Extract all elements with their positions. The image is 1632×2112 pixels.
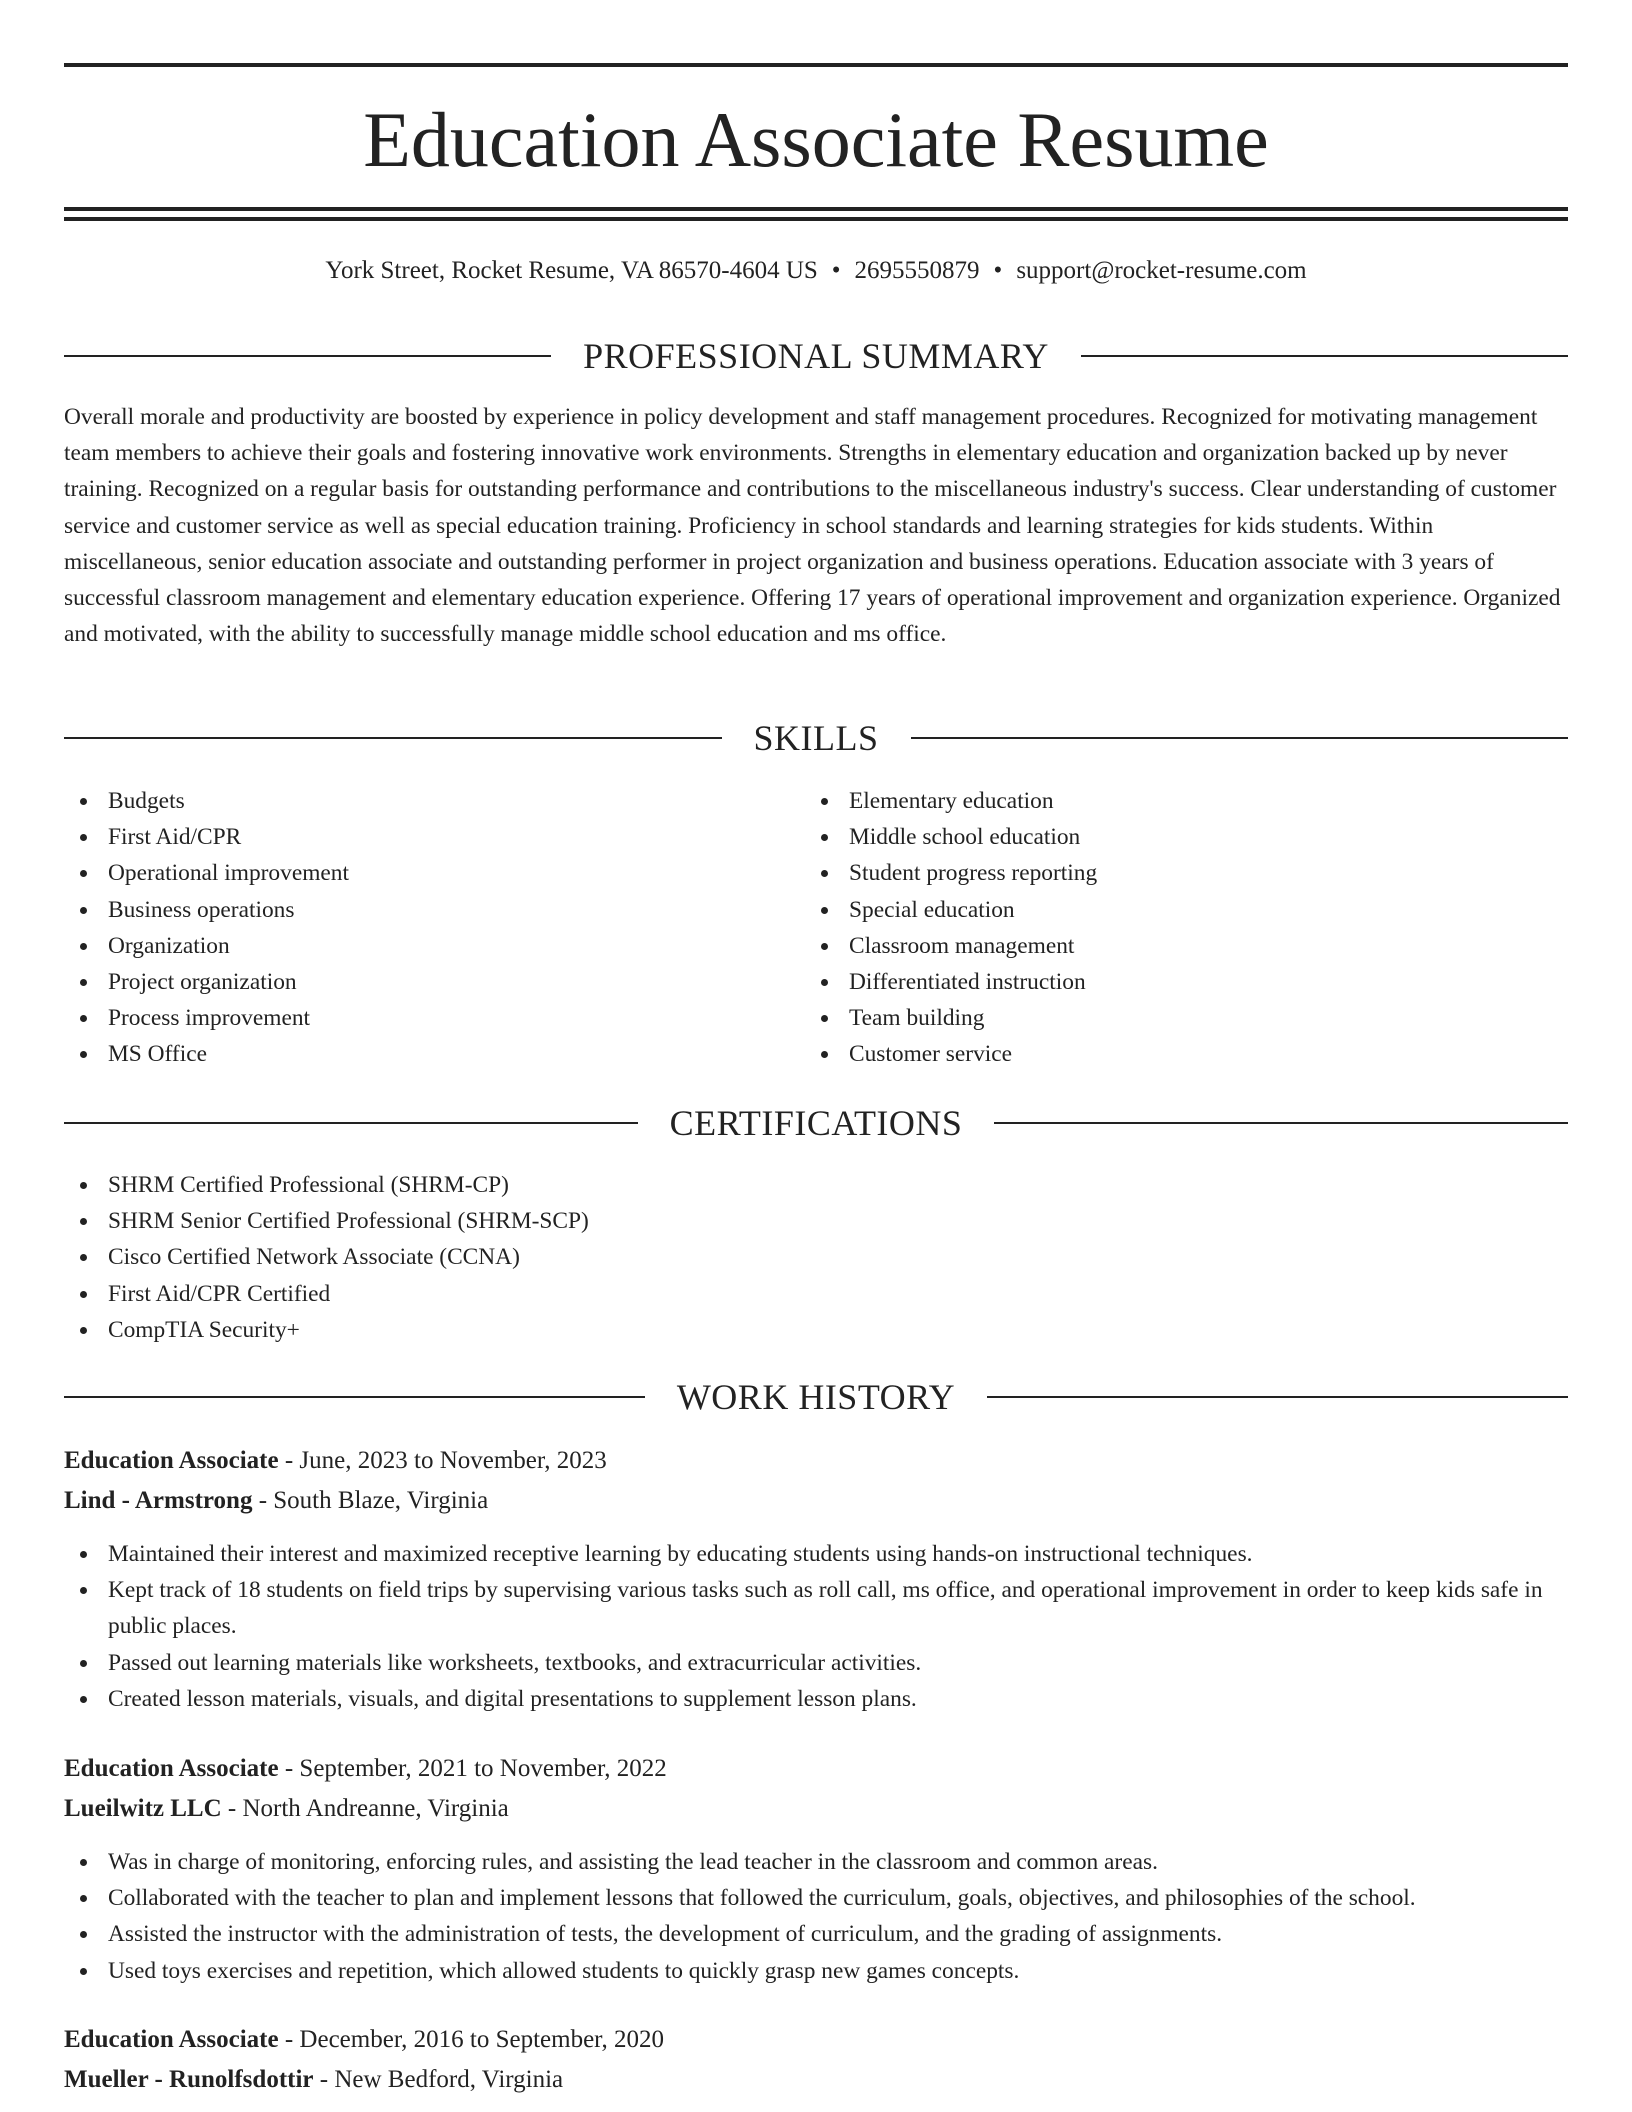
job-bullet-list [64,1844,1568,1989]
skills-list-left [64,783,764,1073]
divider-line [987,1396,1568,1398]
job-title: Education Associate [64,1755,279,1782]
skill-item: Special education [805,892,1505,928]
skill-item: Business operations [64,892,764,928]
skills-list-right [805,783,1505,1073]
contact-separator: • [831,257,841,284]
job-bullet: Kept track of 18 students on field trips by supervising various tasks such as roll call, ms office, and operational improvement in order to keep kids safe in public places. [64,1572,1568,1644]
job-location: - North Andreanne, Virginia [221,1795,509,1822]
contact-separator: • [993,257,1003,284]
skill-item: Elementary education [805,783,1505,819]
section-title: SKILLS [753,718,879,758]
job-company-line [64,1483,1568,1519]
skill-item: Process improvement [64,1000,764,1036]
header-top-rule [64,63,1568,67]
certification-item: SHRM Senior Certified Professional (SHRM-SCP) [64,1203,1064,1239]
job-bullet: Assisted the instructor with the administration of tests, the development of curriculum, and the grading of assignments. [64,1916,1568,1952]
job-bullet-list [64,1536,1568,1717]
skill-item: First Aid/CPR [64,819,764,855]
contact-address: York Street, Rocket Resume, VA 86570-4604 US [325,257,818,284]
skill-item: Student progress reporting [805,855,1505,891]
divider-line [64,737,722,739]
skill-item: Team building [805,1000,1505,1036]
job-dates: - September, 2021 to November, 2022 [278,1755,667,1782]
section-heading-certifications [64,1101,1568,1145]
divider-line [64,355,551,357]
job-bullet: Was in charge of monitoring, enforcing rules, and assisting the lead teacher in the classroom and common areas. [64,1844,1568,1880]
divider-line [64,1396,645,1398]
job-company: Lueilwitz LLC [64,1795,222,1822]
section-heading-work-history [64,1375,1568,1419]
contact-line [64,254,1568,288]
job-company-line [64,1791,1568,1827]
job-company: Lind - Armstrong [64,1487,253,1514]
header-double-rule [64,207,1568,221]
divider-line [1081,355,1568,357]
job-location: - New Bedford, Virginia [313,2066,564,2093]
section-title: WORK HISTORY [676,1377,956,1417]
skill-item: Organization [64,928,764,964]
job-title-line [64,1751,1568,1787]
section-heading-skills [64,716,1568,760]
job-dates: - December, 2016 to September, 2020 [278,2026,664,2053]
certification-item: First Aid/CPR Certified [64,1276,1064,1312]
skill-item: Differentiated instruction [805,964,1505,1000]
contact-email[interactable]: support@rocket-resume.com [1016,257,1307,284]
job-bullet: Created lesson materials, visuals, and digital presentations to supplement lesson plans. [64,1681,1568,1717]
job-company: Mueller - Runolfsdottir [64,2066,314,2093]
skill-item: Budgets [64,783,764,819]
job-location: - South Blaze, Virginia [252,1487,489,1514]
skill-item: Classroom management [805,928,1505,964]
skill-item: Operational improvement [64,855,764,891]
section-title: CERTIFICATIONS [669,1103,963,1143]
job-bullet: Maintained their interest and maximized receptive learning by educating students using hands-on instructional techniques. [64,1536,1568,1572]
certification-item: CompTIA Security+ [64,1312,1064,1348]
divider-line [994,1122,1568,1124]
skill-item: Project organization [64,964,764,1000]
summary-text: Overall morale and productivity are boosted by experience in policy development and staff management procedures. Recognized for motivating management team members to achieve their goals and fostering innovative work environments. Strengths in elementary education and organization backed up by never training. Recognized on a regular basis for outstanding performance and contributions to the miscellaneous industry's success. Clear understanding of customer service and customer service as well as special education training. Proficiency in school standards and learning strategies for kids students. Within miscellaneous, senior education associate and outstanding performer in project organization and business operations. Education associate with 3 years of successful classroom management and elementary education experience. Offering 17 years of operational improvement and organization experience. Organized and motivated, with the ability to successfully manage middle school education and ms office. [64,404,1561,648]
job-title-line [64,1443,1568,1479]
section-heading-summary [64,334,1568,378]
certification-item: Cisco Certified Network Associate (CCNA) [64,1239,1064,1275]
job-title-line [64,2022,1568,2058]
skill-item: Middle school education [805,819,1505,855]
job-bullet: Used toys exercises and repetition, which allowed students to quickly grasp new games concepts. [64,1953,1568,1989]
job-company-line [64,2062,1568,2098]
job-title: Education Associate [64,2026,279,2053]
resume-title: Education Associate Resume [363,96,1269,183]
job-bullet: Passed out learning materials like worksheets, textbooks, and extracurricular activities. [64,1645,1568,1681]
divider-line [911,737,1569,739]
section-title: PROFESSIONAL SUMMARY [583,336,1049,376]
divider-line [64,1122,638,1124]
contact-phone: 2695550879 [854,257,980,284]
job-dates: - June, 2023 to November, 2023 [278,1447,607,1474]
job-bullet: Collaborated with the teacher to plan and implement lessons that followed the curriculum, goals, objectives, and philosophies of the school. [64,1880,1568,1916]
job-title: Education Associate [64,1447,279,1474]
certifications-list [64,1167,1064,1348]
skill-item: Customer service [805,1036,1505,1072]
skill-item: MS Office [64,1036,764,1072]
certification-item: SHRM Certified Professional (SHRM-CP) [64,1167,1064,1203]
